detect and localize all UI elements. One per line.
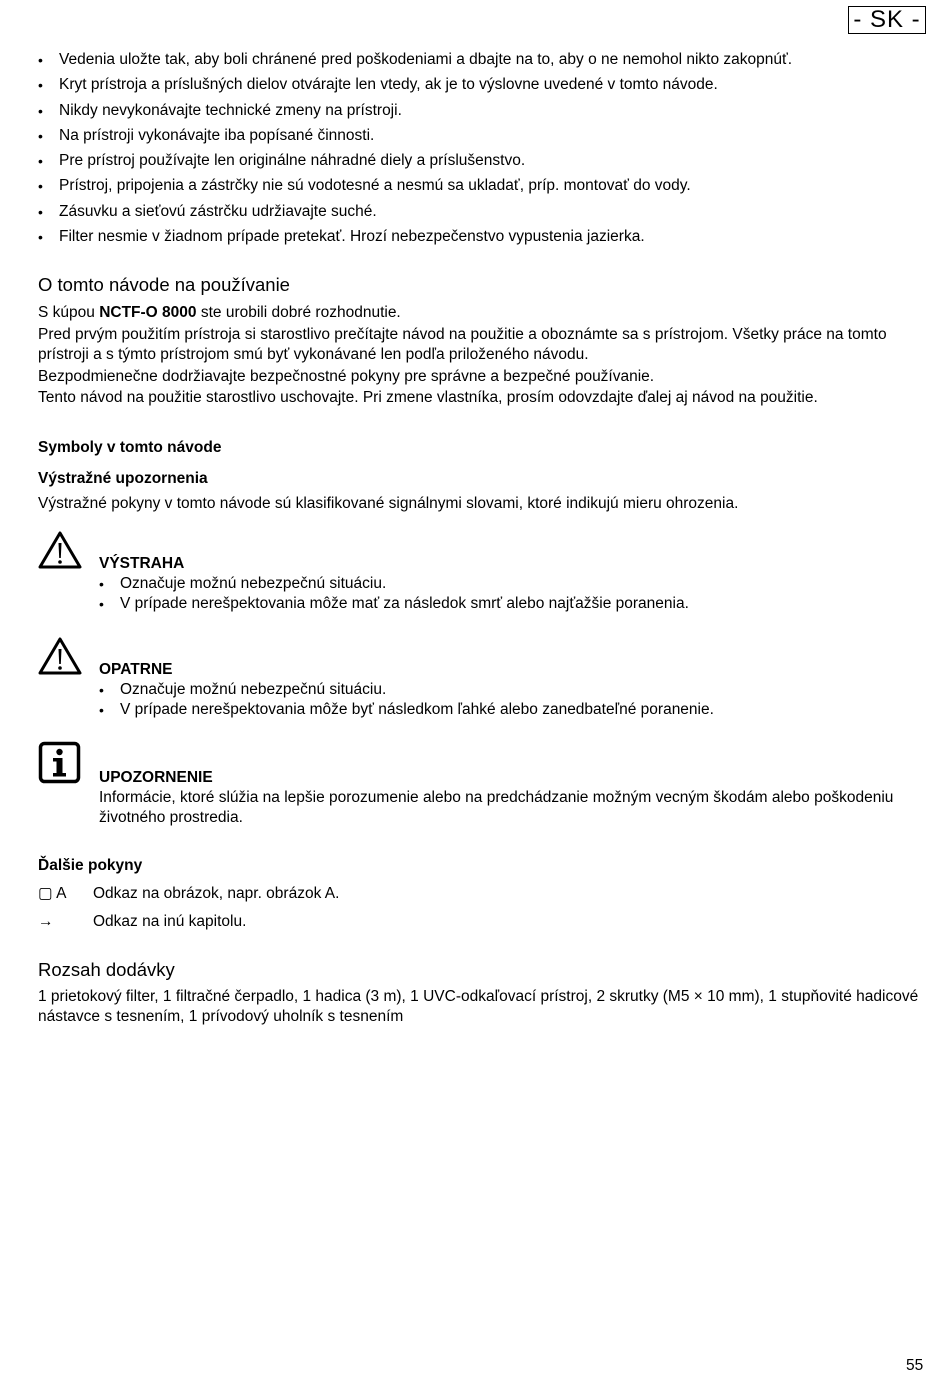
arrow-right-icon: → bbox=[38, 913, 54, 930]
page-number: 55 bbox=[906, 1357, 924, 1374]
list-item: • Zásuvku a sieťovú zástrčku udržiavajte suché. bbox=[38, 202, 938, 227]
about-paragraph-2: Bezpodmienečne dodržiavajte bezpečnostné pokyny pre správne a bezpečné používanie. bbox=[38, 368, 655, 385]
list-item: • Vedenia uložte tak, aby boli chránené pred poškodeniami a dbajte na to, aby o ne nemohol nikto zakopnúť. bbox=[38, 50, 938, 75]
figure-reference-text: Odkaz na obrázok, napr. obrázok A. bbox=[93, 885, 340, 902]
warnings-heading: Výstražné upozornenia bbox=[38, 470, 208, 487]
language-tag: - SK - bbox=[848, 6, 926, 34]
delivery-text: 1 prietokový filter, 1 filtračné čerpadlo, 1 hadica (3 m), 1 UVC-odkaľovací prístroj, 2 skrutky (M5 × 10 mm), 1 stupňovité hadicové nástavce s tesnením, 1 prívodový uholník s tesnením bbox=[38, 988, 919, 1025]
about-paragraph-3: Tento návod na použitie starostlivo uschovajte. Pri zmene vlastníka, prosím odovzdajte ďalej aj návod na použitie. bbox=[38, 389, 818, 406]
info-icon bbox=[38, 741, 82, 785]
purchase-suffix: ste urobili dobré rozhodnutie. bbox=[196, 304, 401, 321]
list-item: • Označuje možnú nebezpečnú situáciu. bbox=[99, 574, 928, 594]
warnings-intro: Výstražné pokyny v tomto návode sú klasifikované signálnymi slovami, ktoré indikujú mieru ohrozenia. bbox=[38, 495, 739, 512]
notice-title: UPOZORNENIE bbox=[99, 769, 213, 786]
list-item: • Kryt prístroja a príslušných dielov otvárajte len vtedy, ak je to výslovne uvedené v tomto návode. bbox=[38, 75, 938, 100]
delivery-heading: Rozsah dodávky bbox=[38, 959, 175, 980]
figure-reference-row bbox=[38, 884, 928, 906]
list-item: • Označuje možnú nebezpečnú situáciu. bbox=[99, 680, 928, 700]
about-paragraph-1: Pred prvým použitím prístroja si starostlivo prečítajte návod na použitie a oboznámte sa s prístrojom. Všetky práce na tomto prístroji a s týmto prístrojom smú byť vykonávané len podľa priloženého návodu. bbox=[38, 326, 887, 363]
list-item: • Na prístroji vykonávajte iba popísané činnosti. bbox=[38, 126, 938, 151]
notice-text: Informácie, ktoré slúžia na lepšie porozumenie alebo na predchádzanie možným vecným škodám alebo poškodeniu životného prostredia. bbox=[99, 789, 894, 826]
list-item: • Nikdy nevykonávajte technické zmeny na prístroji. bbox=[38, 101, 938, 126]
list-item: • Prístroj, pripojenia a zástrčky nie sú vodotesné a nesmú sa ukladať, príp. montovať do vody. bbox=[38, 176, 938, 201]
about-heading: O tomto návode na používanie bbox=[38, 274, 290, 295]
figure-reference-icon: ▢ A bbox=[38, 885, 67, 902]
chapter-reference-row bbox=[38, 912, 928, 934]
chapter-reference-text: Odkaz na inú kapitolu. bbox=[93, 913, 247, 930]
warning-triangle-icon bbox=[38, 530, 82, 574]
safety-bullet-list bbox=[38, 50, 938, 252]
warning-title: OPATRNE bbox=[99, 661, 173, 678]
purchase-sentence bbox=[38, 303, 928, 323]
list-item: • Pre prístroj používajte len originálne náhradné diely a príslušenstvo. bbox=[38, 151, 938, 176]
list-item: • V prípade nerešpektovania môže mať za následok smrť alebo najťažšie poranenia. bbox=[99, 594, 928, 614]
list-item: • V prípade nerešpektovania môže byť následkom ľahké alebo zanedbateľné poranenie. bbox=[99, 700, 928, 720]
warning-triangle-icon bbox=[38, 636, 82, 680]
symbols-heading: Symboly v tomto návode bbox=[38, 439, 222, 456]
purchase-prefix: S kúpou bbox=[38, 304, 100, 321]
further-heading: Ďalšie pokyny bbox=[38, 857, 143, 874]
warning-title: VÝSTRAHA bbox=[99, 555, 185, 572]
product-name: NCTF-O 8000 bbox=[99, 304, 197, 321]
list-item: • Filter nesmie v žiadnom prípade pretekať. Hrozí nebezpečenstvo vypustenia jazierka. bbox=[38, 227, 938, 252]
